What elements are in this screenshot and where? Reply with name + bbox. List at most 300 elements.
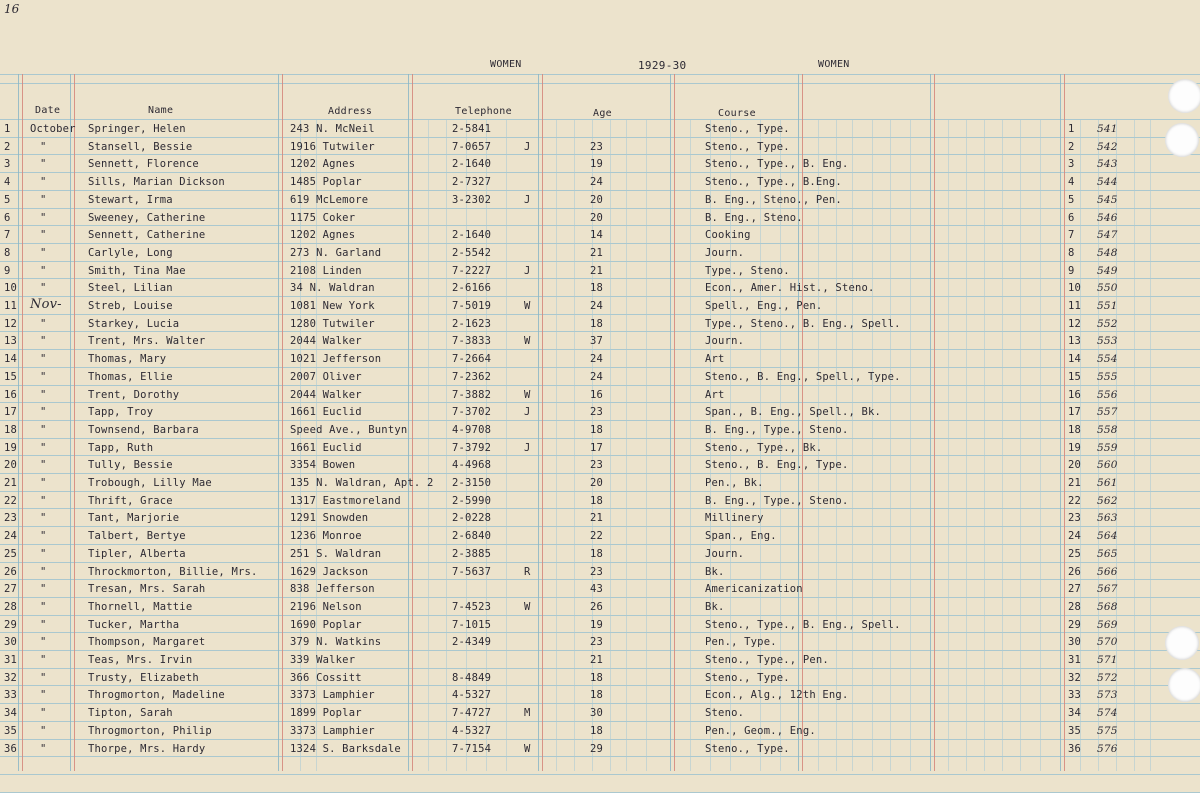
grid-vline-thin	[966, 120, 967, 771]
row-name: Tapp, Ruth	[88, 442, 154, 454]
row-phone: 2-3885	[452, 548, 492, 560]
grid-vline	[930, 74, 931, 771]
row-address: 2007 Oliver	[290, 371, 362, 383]
row-ref-number: 565	[1097, 548, 1118, 560]
row-course: Steno., B. Eng., Spell., Type.	[705, 371, 901, 383]
row-course: Econ., Amer. Hist., Steno.	[705, 282, 875, 294]
row-date: "	[40, 566, 47, 578]
row-phone: 2-6166	[452, 282, 492, 294]
binder-hole-top	[1168, 79, 1200, 113]
row-date: "	[40, 707, 47, 719]
row-course: Journ.	[705, 247, 745, 259]
row-phone: 7-0657	[452, 141, 492, 153]
grid-vline-thin	[610, 120, 611, 771]
page-number: 16	[4, 2, 20, 16]
grid-hline	[0, 74, 1200, 75]
row-age: 37	[590, 335, 604, 347]
row-right-number: 31	[1068, 654, 1082, 666]
row-number: 23	[4, 512, 18, 524]
grid-vline-thin	[446, 120, 447, 771]
row-name: Townsend, Barbara	[88, 424, 199, 436]
row-address: 34 N. Waldran	[290, 282, 375, 294]
row-ref-number: 553	[1097, 335, 1118, 347]
row-age: 23	[590, 406, 604, 418]
row-ref-number: 552	[1097, 318, 1118, 330]
row-phone-ext: J	[524, 406, 531, 418]
row-right-number: 30	[1068, 636, 1082, 648]
grid-vline-thin	[626, 120, 627, 771]
row-number: 21	[4, 477, 18, 489]
row-phone: 7-3702	[452, 406, 492, 418]
row-age: 21	[590, 265, 604, 277]
row-name: Sweeney, Catherine	[88, 212, 206, 224]
row-number: 29	[4, 619, 18, 631]
row-phone: 2-5990	[452, 495, 492, 507]
row-right-number: 23	[1068, 512, 1082, 524]
row-age: 24	[590, 300, 604, 312]
row-phone: 2-7327	[452, 176, 492, 188]
row-phone: 7-4523	[452, 601, 492, 613]
row-name: Tipton, Sarah	[88, 707, 173, 719]
row-age: 21	[590, 512, 604, 524]
row-date: "	[40, 530, 47, 542]
grid-vline-thin	[690, 120, 691, 771]
row-age: 18	[590, 318, 604, 330]
grid-vline-red	[934, 74, 935, 771]
row-age: 23	[590, 459, 604, 471]
row-right-number: 18	[1068, 424, 1082, 436]
row-name: Trusty, Elizabeth	[88, 672, 199, 684]
row-course: Type., Steno., B. Eng., Spell.	[705, 318, 901, 330]
row-age: 21	[590, 654, 604, 666]
row-right-number: 36	[1068, 743, 1082, 755]
row-date: "	[40, 512, 47, 524]
title-year: 1929-30	[638, 59, 687, 72]
row-age: 43	[590, 583, 604, 595]
grid-vline	[408, 74, 409, 771]
grid-vline-red	[674, 74, 675, 771]
row-date: "	[40, 247, 47, 259]
row-date: "	[40, 141, 47, 153]
row-name: Sills, Marian Dickson	[88, 176, 225, 188]
row-right-number: 21	[1068, 477, 1082, 489]
row-phone: 7-3792	[452, 442, 492, 454]
row-name: Thrift, Grace	[88, 495, 173, 507]
row-number: 26	[4, 566, 18, 578]
grid-vline-thin	[646, 120, 647, 771]
row-phone: 8-4849	[452, 672, 492, 684]
row-course: Pen., Type.	[705, 636, 777, 648]
row-number: 20	[4, 459, 18, 471]
row-age: 19	[590, 619, 604, 631]
row-date: "	[40, 158, 47, 170]
row-right-number: 20	[1068, 459, 1082, 471]
row-name: Thomas, Ellie	[88, 371, 173, 383]
row-course: Journ.	[705, 335, 745, 347]
col-header-telephone: Telephone	[455, 106, 512, 117]
row-address: 135 N. Waldran, Apt. 2	[290, 477, 434, 489]
row-phone-ext: W	[524, 389, 531, 401]
grid-vline-red	[1064, 74, 1065, 771]
row-right-number: 29	[1068, 619, 1082, 631]
row-date: "	[40, 548, 47, 560]
row-number: 28	[4, 601, 18, 613]
grid-vline-thin	[428, 120, 429, 771]
row-right-number: 19	[1068, 442, 1082, 454]
row-course: B. Eng., Type., Steno.	[705, 424, 849, 436]
grid-vline	[278, 74, 279, 771]
row-date: "	[40, 495, 47, 507]
row-address: 1485 Poplar	[290, 176, 362, 188]
grid-vline-thin	[556, 120, 557, 771]
row-address: 2196 Nelson	[290, 601, 362, 613]
row-right-number: 8	[1068, 247, 1075, 259]
row-phone: 7-3882	[452, 389, 492, 401]
grid-hline	[0, 83, 1200, 84]
grid-vline-thin	[836, 120, 837, 771]
grid-vline-thin	[984, 120, 985, 771]
row-phone: 2-5542	[452, 247, 492, 259]
row-ref-number: 549	[1097, 265, 1118, 277]
row-phone: 7-5637	[452, 566, 492, 578]
row-age: 20	[590, 477, 604, 489]
row-phone-ext: W	[524, 601, 531, 613]
row-name: Sennett, Catherine	[88, 229, 206, 241]
row-ref-number: 544	[1097, 176, 1118, 188]
row-date: "	[40, 353, 47, 365]
row-date: "	[40, 636, 47, 648]
row-address: 339 Walker	[290, 654, 356, 666]
row-number: 1	[4, 123, 11, 135]
grid-vline-red	[22, 74, 23, 771]
row-right-number: 34	[1068, 707, 1082, 719]
row-course: Steno.	[705, 707, 745, 719]
row-address: 3373 Lamphier	[290, 689, 375, 701]
row-number: 34	[4, 707, 18, 719]
row-age: 24	[590, 371, 604, 383]
row-right-number: 24	[1068, 530, 1082, 542]
row-ref-number: 547	[1097, 229, 1118, 241]
row-age: 23	[590, 636, 604, 648]
row-ref-number: 562	[1097, 495, 1118, 507]
row-course: Cooking	[705, 229, 751, 241]
row-address: 1317 Eastmoreland	[290, 495, 401, 507]
row-number: 27	[4, 583, 18, 595]
row-ref-number: 545	[1097, 194, 1118, 206]
row-course: Steno., Type.	[705, 672, 790, 684]
row-ref-number: 566	[1097, 566, 1118, 578]
grid-vline	[70, 74, 71, 771]
row-number: 19	[4, 442, 18, 454]
row-number: 18	[4, 424, 18, 436]
row-phone-ext: R	[524, 566, 531, 578]
grid-vline-thin	[890, 120, 891, 771]
row-date: "	[40, 601, 47, 613]
title-left: WOMEN	[490, 59, 522, 70]
row-date: October	[30, 123, 76, 135]
binder-hole-upper	[1165, 123, 1199, 157]
grid-vline-red	[542, 74, 543, 771]
row-number: 12	[4, 318, 18, 330]
row-phone: 2-0228	[452, 512, 492, 524]
row-age: 29	[590, 743, 604, 755]
row-date: "	[40, 725, 47, 737]
row-right-number: 14	[1068, 353, 1082, 365]
row-name: Teas, Mrs. Irvin	[88, 654, 193, 666]
row-course: Bk.	[705, 601, 725, 613]
row-course: Steno., Type., B. Eng.	[705, 158, 849, 170]
row-age: 21	[590, 247, 604, 259]
row-date: "	[40, 743, 47, 755]
row-phone: 4-9708	[452, 424, 492, 436]
row-phone: 7-2362	[452, 371, 492, 383]
row-phone: 4-5327	[452, 725, 492, 737]
grid-hline	[0, 774, 1200, 775]
row-course: Millinery	[705, 512, 764, 524]
row-ref-number: 563	[1097, 512, 1118, 524]
row-course: Span., B. Eng., Spell., Bk.	[705, 406, 882, 418]
row-right-number: 35	[1068, 725, 1082, 737]
row-age: 30	[590, 707, 604, 719]
row-course: Bk.	[705, 566, 725, 578]
row-name: Stansell, Bessie	[88, 141, 193, 153]
row-number: 36	[4, 743, 18, 755]
row-number: 4	[4, 176, 11, 188]
row-course: Pen., Bk.	[705, 477, 764, 489]
grid-vline-thin	[910, 120, 911, 771]
row-ref-number: 557	[1097, 406, 1118, 418]
row-date: "	[40, 459, 47, 471]
row-number: 7	[4, 229, 11, 241]
row-number: 11	[4, 300, 18, 312]
row-number: 31	[4, 654, 18, 666]
row-ref-number: 559	[1097, 442, 1118, 454]
grid-vline-thin	[1002, 120, 1003, 771]
row-age: 22	[590, 530, 604, 542]
row-address: 2108 Linden	[290, 265, 362, 277]
row-number: 2	[4, 141, 11, 153]
row-ref-number: 575	[1097, 725, 1118, 737]
row-phone: 7-4727	[452, 707, 492, 719]
row-name: Carlyle, Long	[88, 247, 173, 259]
row-ref-number: 550	[1097, 282, 1118, 294]
row-right-number: 7	[1068, 229, 1075, 241]
row-phone-ext: W	[524, 335, 531, 347]
grid-vline-red	[74, 74, 75, 771]
row-number: 24	[4, 530, 18, 542]
row-date: "	[40, 176, 47, 188]
row-age: 18	[590, 689, 604, 701]
row-phone: 7-1015	[452, 619, 492, 631]
row-right-number: 27	[1068, 583, 1082, 595]
row-course: Art	[705, 389, 725, 401]
row-course: Steno., Type., Bk.	[705, 442, 823, 454]
row-name: Thomas, Mary	[88, 353, 167, 365]
row-right-number: 28	[1068, 601, 1082, 613]
row-age: 24	[590, 353, 604, 365]
row-ref-number: 564	[1097, 530, 1118, 542]
row-address: 273 N. Garland	[290, 247, 382, 259]
grid-vline	[670, 74, 671, 771]
grid-vline	[18, 74, 19, 771]
row-ref-number: 569	[1097, 619, 1118, 631]
title-right: WOMEN	[818, 59, 850, 70]
row-age: 18	[590, 282, 604, 294]
row-right-number: 25	[1068, 548, 1082, 560]
row-name: Stewart, Irma	[88, 194, 173, 206]
row-right-number: 5	[1068, 194, 1075, 206]
col-header-name: Name	[148, 105, 174, 116]
row-phone: 2-1623	[452, 318, 492, 330]
col-header-age: Age	[593, 108, 612, 119]
row-phone-ext: W	[524, 743, 531, 755]
row-address: 1690 Poplar	[290, 619, 362, 631]
row-right-number: 26	[1068, 566, 1082, 578]
row-date: "	[40, 389, 47, 401]
row-age: 17	[590, 442, 604, 454]
row-name: Smith, Tina Mae	[88, 265, 186, 277]
row-number: 33	[4, 689, 18, 701]
row-name: Thorpe, Mrs. Hardy	[88, 743, 206, 755]
row-number: 14	[4, 353, 18, 365]
row-ref-number: 542	[1097, 141, 1118, 153]
row-right-number: 6	[1068, 212, 1075, 224]
row-address: 1661 Euclid	[290, 442, 362, 454]
col-header-date: Date	[35, 105, 61, 116]
row-number: 17	[4, 406, 18, 418]
row-date: "	[40, 619, 47, 631]
row-course: Journ.	[705, 548, 745, 560]
row-age: 20	[590, 194, 604, 206]
row-right-number: 32	[1068, 672, 1082, 684]
row-address: 1175 Coker	[290, 212, 356, 224]
row-name: Trent, Mrs. Walter	[88, 335, 206, 347]
row-ref-number: 548	[1097, 247, 1118, 259]
row-date: "	[40, 229, 47, 241]
row-address: Speed Ave., Buntyn	[290, 424, 408, 436]
row-phone: 7-7154	[452, 743, 492, 755]
grid-vline-thin	[574, 120, 575, 771]
row-ref-number: 555	[1097, 371, 1118, 383]
row-phone: 2-4349	[452, 636, 492, 648]
row-course: Art	[705, 353, 725, 365]
grid-vline	[538, 74, 539, 771]
row-address: 1291 Snowden	[290, 512, 369, 524]
row-phone: 7-5019	[452, 300, 492, 312]
row-number: 10	[4, 282, 18, 294]
row-number: 9	[4, 265, 11, 277]
grid-vline-thin	[1150, 120, 1151, 771]
row-date: "	[40, 335, 47, 347]
row-phone: 7-2227	[452, 265, 492, 277]
row-ref-number: 541	[1097, 123, 1118, 135]
row-address: 2044 Walker	[290, 335, 362, 347]
row-age: 18	[590, 725, 604, 737]
row-name: Thornell, Mattie	[88, 601, 193, 613]
row-ref-number: 572	[1097, 672, 1118, 684]
row-ref-number: 554	[1097, 353, 1118, 365]
grid-vline-thin	[948, 120, 949, 771]
row-name: Tucker, Martha	[88, 619, 180, 631]
row-ref-number: 560	[1097, 459, 1118, 471]
row-address: 1236 Monroe	[290, 530, 362, 542]
row-right-number: 12	[1068, 318, 1082, 330]
row-date: "	[40, 212, 47, 224]
row-course: B. Eng., Steno., Pen.	[705, 194, 842, 206]
row-name: Streb, Louise	[88, 300, 173, 312]
row-date: "	[40, 406, 47, 418]
grid-vline-thin	[506, 120, 507, 771]
row-name: Throgmorton, Philip	[88, 725, 212, 737]
row-address: 1629 Jackson	[290, 566, 369, 578]
row-name: Tipler, Alberta	[88, 548, 186, 560]
col-header-address: Address	[328, 106, 373, 117]
row-right-number: 16	[1068, 389, 1082, 401]
row-address: 1661 Euclid	[290, 406, 362, 418]
row-number: 3	[4, 158, 11, 170]
row-course: Steno., Type., B. Eng., Spell.	[705, 619, 901, 631]
row-name: Thompson, Margaret	[88, 636, 206, 648]
row-phone: 7-3833	[452, 335, 492, 347]
row-date: "	[40, 672, 47, 684]
row-right-number: 1	[1068, 123, 1075, 135]
row-age: 18	[590, 424, 604, 436]
row-name: Trobough, Lilly Mae	[88, 477, 212, 489]
row-age: 18	[590, 548, 604, 560]
row-age: 23	[590, 566, 604, 578]
row-phone-ext: W	[524, 300, 531, 312]
row-address: 3373 Lamphier	[290, 725, 375, 737]
grid-vline-thin	[852, 120, 853, 771]
row-ref-number: 570	[1097, 636, 1118, 648]
row-ref-number: 561	[1097, 477, 1118, 489]
row-course: Steno., Type.	[705, 743, 790, 755]
row-age: 19	[590, 158, 604, 170]
row-right-number: 17	[1068, 406, 1082, 418]
row-age: 26	[590, 601, 604, 613]
row-date: "	[40, 282, 47, 294]
row-address: 379 N. Watkins	[290, 636, 382, 648]
row-date: "	[40, 424, 47, 436]
row-course: Span., Eng.	[705, 530, 777, 542]
row-date: "	[40, 477, 47, 489]
row-name: Steel, Lilian	[88, 282, 173, 294]
grid-vline-thin	[872, 120, 873, 771]
row-number: 30	[4, 636, 18, 648]
row-age: 16	[590, 389, 604, 401]
row-date: "	[40, 583, 47, 595]
row-name: Talbert, Bertye	[88, 530, 186, 542]
row-name: Starkey, Lucia	[88, 318, 180, 330]
row-phone: 4-4968	[452, 459, 492, 471]
row-address: 2044 Walker	[290, 389, 362, 401]
row-number: 6	[4, 212, 11, 224]
row-course: Steno., Type., B.Eng.	[705, 176, 842, 188]
row-address: 1081 New York	[290, 300, 375, 312]
row-phone: 2-1640	[452, 158, 492, 170]
row-right-number: 11	[1068, 300, 1082, 312]
row-right-number: 9	[1068, 265, 1075, 277]
row-date: Nov-	[30, 297, 62, 312]
row-phone-ext: J	[524, 265, 531, 277]
row-right-number: 4	[1068, 176, 1075, 188]
row-ref-number: 573	[1097, 689, 1118, 701]
col-header-course: Course	[718, 108, 756, 119]
row-right-number: 2	[1068, 141, 1075, 153]
row-date: "	[40, 194, 47, 206]
row-date: "	[40, 654, 47, 666]
row-age: 18	[590, 672, 604, 684]
